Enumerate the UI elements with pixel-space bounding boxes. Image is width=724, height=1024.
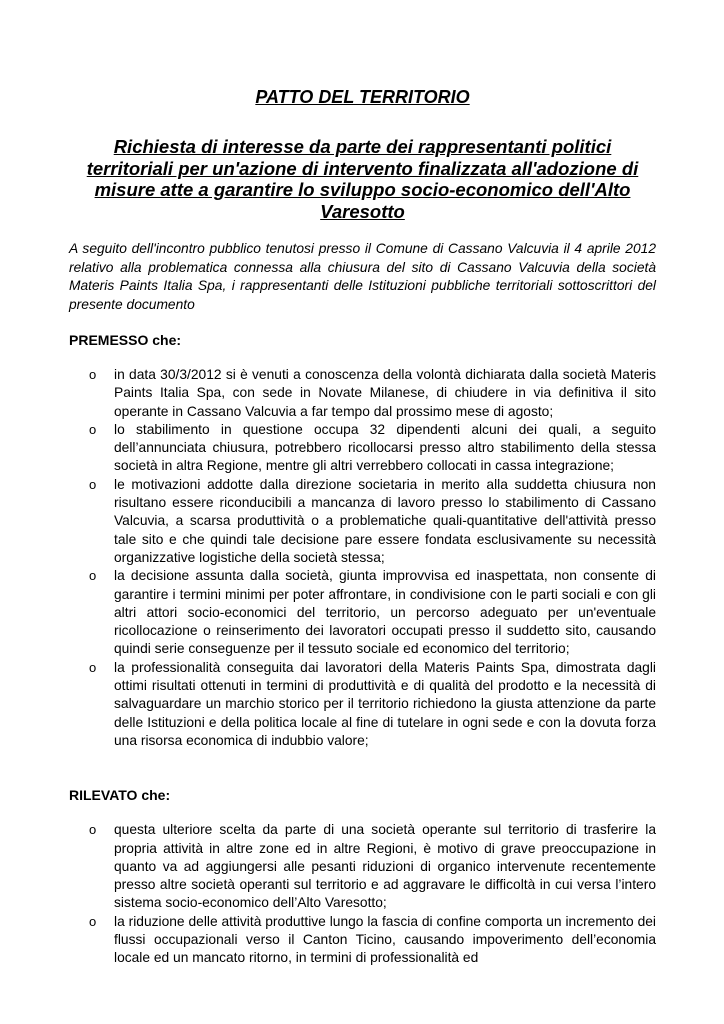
premesso-section bbox=[69, 331, 656, 750]
list-item-text: la professionalità conseguita dai lavoratori della Materis Paints Spa, dimostrata dagli ottimi risultati ottenuti in termini di produttività e di qualità del prodotto e la necessità di salvaguardare un marchio storico per il territorio richiedono la giusta attenzione da parte delle Istituzioni e della politica locale al fine di tutelare in ogni sede e con la dovuta forza una risorsa economica di indubbio valore; bbox=[114, 659, 656, 748]
list-item-text: la riduzione delle attività produttive lungo la fascia di confine comporta un incremento dei flussi occupazionali verso il Canton Ticino, causando impoverimento dell’economia locale ed un mancato ritorno, in termini di professionalità ed bbox=[114, 913, 656, 966]
circle-bullet-icon: o bbox=[89, 822, 97, 838]
circle-bullet-icon: o bbox=[89, 421, 97, 437]
list-item bbox=[89, 476, 656, 567]
list-item bbox=[89, 567, 656, 658]
list-item-text: la decisione assunta dalla società, giunta improvvisa ed inaspettata, non consente di garantire i termini minimi per poter affrontare, in condivisione con le parti sociali e con gli altri attori socio-economici del territorio, un percorso adeguato per un'eventuale ricollocazione o reinserimento dei lavoratori occupati presso il suddetto sito, causando quindi serie conseguenze per il tessuto sociale ed economico del territorio; bbox=[114, 568, 656, 657]
list-item bbox=[89, 913, 656, 968]
list-item-text: lo stabilimento in questione occupa 32 dipendenti alcuni dei quali, a seguito dell’annunciata chiusura, potrebbero ricollocarsi presso altro stabilimento della stessa società in altra Regione, mentre gli altri verrebbero collocati in cassa integrazione; bbox=[114, 421, 656, 474]
rilevato-list bbox=[69, 821, 656, 967]
premesso-heading: PREMESSO che: bbox=[69, 332, 182, 348]
premesso-list bbox=[69, 366, 656, 750]
circle-bullet-icon: o bbox=[89, 659, 97, 675]
rilevato-section bbox=[69, 786, 656, 967]
list-item-text: le motivazioni addotte dalla direzione societaria in merito alla suddetta chiusura non risultano essere riconducibili a mancanza di lavoro presso lo stabilimento di Cassano Valcuvia, a scarsa produttività o a problematiche quali-quantitative dell'attività presso tale sito e che quindi tale decisione pare essere fondata esclusivamente su necessità organizzative logistiche della società stessa; bbox=[114, 476, 656, 565]
circle-bullet-icon: o bbox=[89, 476, 97, 492]
list-item-text: in data 30/3/2012 si è venuti a conoscenza della volontà dichiarata dalla società Materis Paints Italia Spa, con sede in Novate Milanese, di chiudere in via definitiva il sito operante in Cassano Valcuvia a far tempo dal prossimo mese di agosto; bbox=[114, 367, 656, 419]
list-item bbox=[89, 366, 656, 421]
list-item bbox=[89, 659, 656, 750]
list-item-text: questa ulteriore scelta da parte di una società operante sul territorio di trasferire la propria attività in altre zone ed in altre Regioni, è motivo di grave preoccupazione in quanto va ad aggiungersi alle pesanti riduzioni di organico intervenute recentemente presso altre società operanti sul territorio e ad aggravare le difficoltà in cui versa l’intero sistema socio-economico dell’Alto Varesotto; bbox=[114, 822, 656, 911]
circle-bullet-icon: o bbox=[89, 568, 97, 584]
list-item bbox=[89, 821, 656, 912]
intro-paragraph: A seguito dell'incontro pubblico tenutosi presso il Comune di Cassano Valcuvia il 4 aprile 2012 relativo alla problematica connessa alla chiusura del sito di Cassano Valcuvia della società Materis Paints Italia Spa, i rappresentanti delle Istituzioni pubbliche territoriali sottoscrittori del presente documento bbox=[69, 241, 656, 312]
document-title: PATTO DEL TERRITORIO bbox=[255, 87, 470, 107]
document-subtitle: Richiesta di interesse da parte dei rappresentanti politici territoriali per un'azione di intervento finalizzata all'adozione di misure atte a garantire lo sviluppo socio-economico dell'Alto Varesotto bbox=[86, 136, 639, 222]
list-item bbox=[89, 421, 656, 476]
circle-bullet-icon: o bbox=[89, 367, 97, 382]
rilevato-heading: RILEVATO che: bbox=[69, 787, 171, 804]
circle-bullet-icon: o bbox=[89, 913, 97, 929]
